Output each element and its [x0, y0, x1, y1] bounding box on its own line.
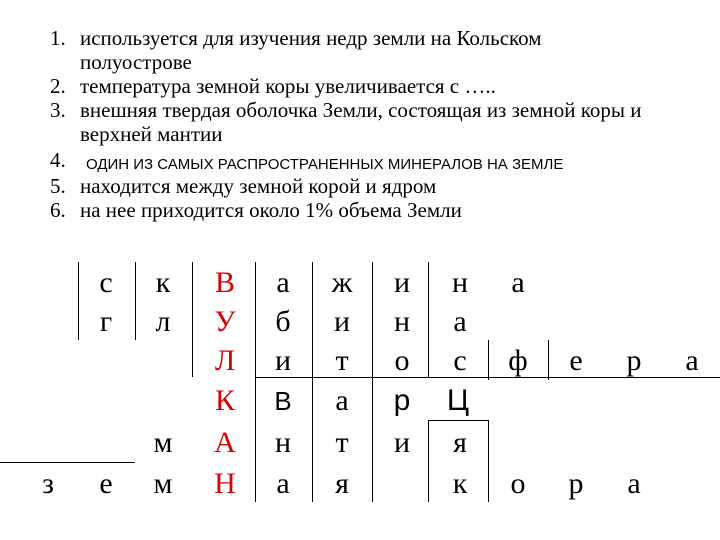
- question-text: температура земной коры увеличивается с …..: [80, 74, 496, 98]
- grid-cell-answer: У: [214, 305, 236, 338]
- question-number: 6.: [50, 198, 66, 222]
- grid-cell: я: [335, 467, 349, 500]
- grid-cell: н: [393, 305, 411, 338]
- grid-cell: и: [393, 266, 411, 299]
- grid-cell: р: [393, 384, 411, 417]
- grid-cell: з: [42, 467, 54, 500]
- grid-cell: е: [569, 344, 583, 377]
- grid-cell: и: [393, 426, 411, 459]
- grid-cell: о: [510, 467, 526, 500]
- question-number: 4.: [50, 148, 66, 172]
- grid-cell: т: [335, 426, 349, 459]
- grid-cell: а: [627, 467, 641, 500]
- question-number: 3.: [50, 98, 66, 122]
- question-number: 5.: [50, 174, 66, 198]
- grid-cell: н: [274, 426, 292, 459]
- question-text: используется для изучения недр земли на Кольском: [80, 26, 542, 50]
- grid-cell: с: [453, 344, 467, 377]
- grid-cell: м: [153, 426, 173, 459]
- grid-cell: к: [155, 266, 171, 299]
- grid-cell: а: [685, 344, 699, 377]
- question-number: 1.: [50, 26, 66, 50]
- grid-cell-answer: Л: [214, 344, 236, 377]
- grid-cell: а: [453, 305, 467, 338]
- grid-cell: и: [333, 305, 351, 338]
- question-text: находится между земной корой и ядром: [80, 174, 437, 198]
- grid-cell: р: [568, 467, 584, 500]
- grid-cell-answer: Н: [214, 467, 236, 500]
- grid-cell: ж: [331, 266, 353, 299]
- grid-cell: н: [451, 266, 469, 299]
- grid-cell: Ц: [446, 384, 470, 417]
- grid-cell: р: [626, 344, 642, 377]
- grid-cell: л: [155, 305, 171, 338]
- grid-cell: е: [99, 467, 113, 500]
- question-text: на нее приходится около 1% объема Земли: [80, 198, 462, 222]
- question-text: внешняя твердая оболочка Земли, состоящая из земной коры и: [80, 98, 642, 122]
- grid-cell: В: [274, 386, 292, 416]
- grid-cell: а: [511, 266, 525, 299]
- question-text: ОДИН ИЗ САМЫХ РАСПРОСТРАНЕННЫХ МИНЕРАЛОВ НА ЗЕМЛЕ: [86, 156, 564, 173]
- question-number: 2.: [50, 74, 66, 98]
- grid-cell: б: [275, 305, 291, 338]
- question-text: полуострове: [80, 50, 192, 74]
- grid-cell: ф: [508, 344, 528, 377]
- grid-cell-answer: А: [214, 426, 236, 459]
- grid-cell: г: [99, 305, 113, 338]
- grid-cell: т: [335, 344, 349, 377]
- grid-cell: с: [99, 266, 113, 299]
- grid-cell: а: [276, 266, 290, 299]
- grid-cell-answer: В: [214, 266, 235, 299]
- grid-cell: м: [153, 467, 173, 500]
- grid-cell: о: [394, 344, 410, 377]
- grid-cell-answer: К: [214, 384, 235, 417]
- grid-cell: я: [453, 426, 467, 459]
- grid-cell: а: [276, 467, 290, 500]
- grid-cell: а: [335, 384, 349, 417]
- grid-cell: к: [452, 467, 468, 500]
- question-text: верхней мантии: [80, 122, 223, 146]
- grid-cell: и: [274, 344, 292, 377]
